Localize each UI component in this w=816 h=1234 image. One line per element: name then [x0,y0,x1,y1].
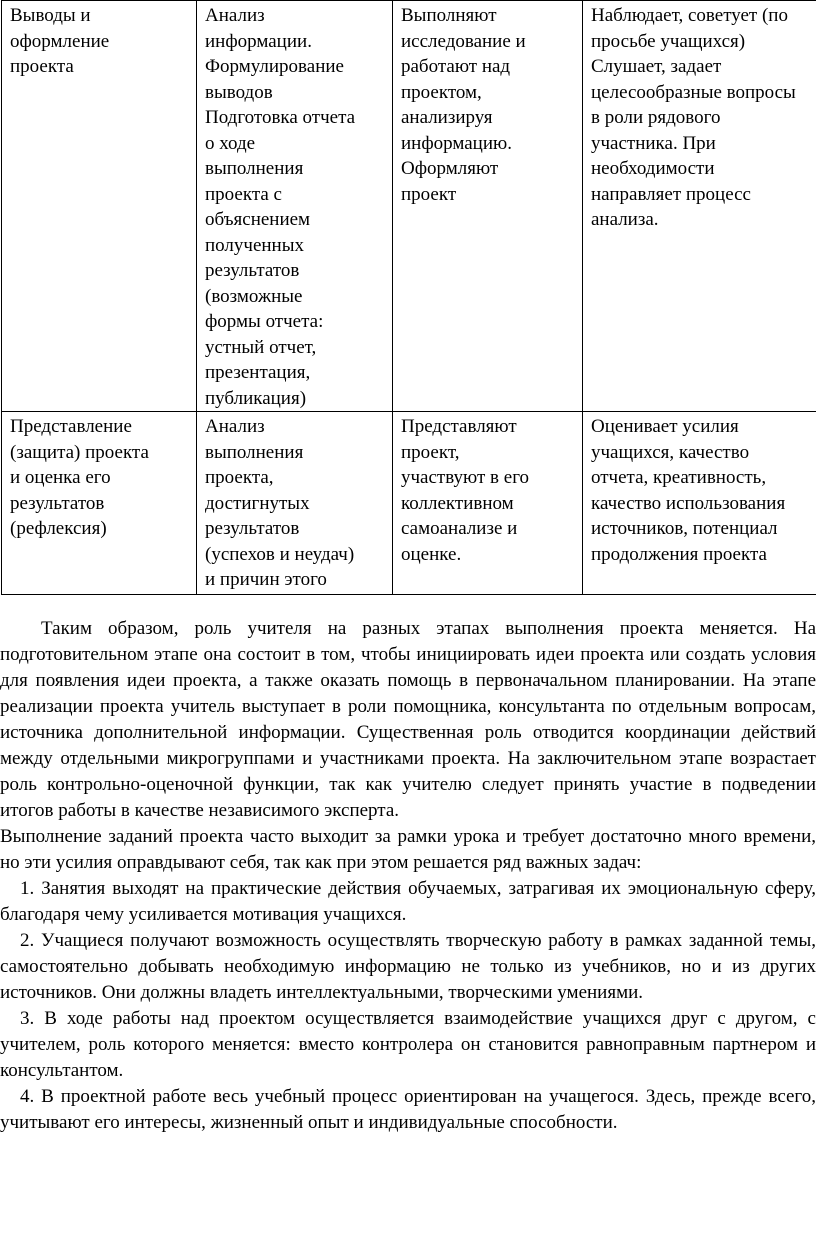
table-row [2,1,816,412]
body-text [0,616,816,1136]
teacher-cell: Оценивает усилия учащихся, качество отчета, креативность, качество использования источников, потенциал продолжения проекта [583,412,816,595]
content-cell: Анализ информации. Формулирование выводов Подготовка отчета о ходе выполнения проекта с объяснением полученных результатов (возможные формы отчета: устный отчет, презентация, публикация) [197,1,393,412]
list-item: 3. В ходе работы над проектом осуществляется взаимодействие учащихся друг с другом, с учителем, роль которого меняется: вместо контролера он становится равноправным партнером и консультантом. [0,1008,816,1081]
students-cell: Представляют проект, участвуют в его коллективном самоанализе и оценке. [393,412,583,595]
stage-cell: Представление (защита) проекта и оценка его результатов (рефлексия) [2,412,197,595]
paragraph: Таким образом, роль учителя на разных этапах выполнения проекта меняется. На подготовительном этапе она состоит в том, чтобы инициировать идеи проекта или создать условия для появления идеи проекта, а также оказать помощь в первоначальном планировании. На этапе реализации проекта учитель выступает в роли помощника, консультанта по отдельным вопросам, источника дополнительной информации. Существенная роль отводится координации действий между отдельными микрогруппами и участниками проекта. На заключительном этапе возрастает роль контрольно-оценочной функции, так как учителю следует принять участие в подведении итогов работы в качестве независимого эксперта. [0,618,816,821]
teacher-cell: Наблюдает, советует (по просьбе учащихся) Слушает, задает целесообразные вопросы в роли рядового участника. При необходимости направляет процесс анализа. [583,1,816,412]
list-item: 2. Учащиеся получают возможность осуществлять творческую работу в рамках заданной темы, самостоятельно добывать необходимую информацию не только из учебников, но и из других источников. Они должны владеть интеллектуальными, творческими умениями. [0,930,816,1003]
list-item: 4. В проектной работе весь учебный процесс ориентирован на учащегося. Здесь, прежде всего, учитывают его интересы, жизненный опыт и индивидуальные способности. [0,1086,816,1133]
content-cell: Анализ выполнения проекта, достигнутых результатов (успехов и неудач) и причин этого [197,412,393,595]
students-cell: Выполняют исследование и работают над проектом, анализируя информацию. Оформляют проект [393,1,583,412]
table-row [2,412,816,595]
stage-cell: Выводы и оформление проекта [2,1,197,412]
project-stages-table [1,0,816,595]
list-item: 1. Занятия выходят на практические действия обучаемых, затрагивая их эмоциональную сферу, благодаря чему усиливается мотивация учащихся. [0,878,816,925]
paragraph: Выполнение заданий проекта часто выходит за рамки урока и требует достаточно много времени, но эти усилия оправдывают себя, так как при этом решается ряд важных задач: [0,826,816,873]
